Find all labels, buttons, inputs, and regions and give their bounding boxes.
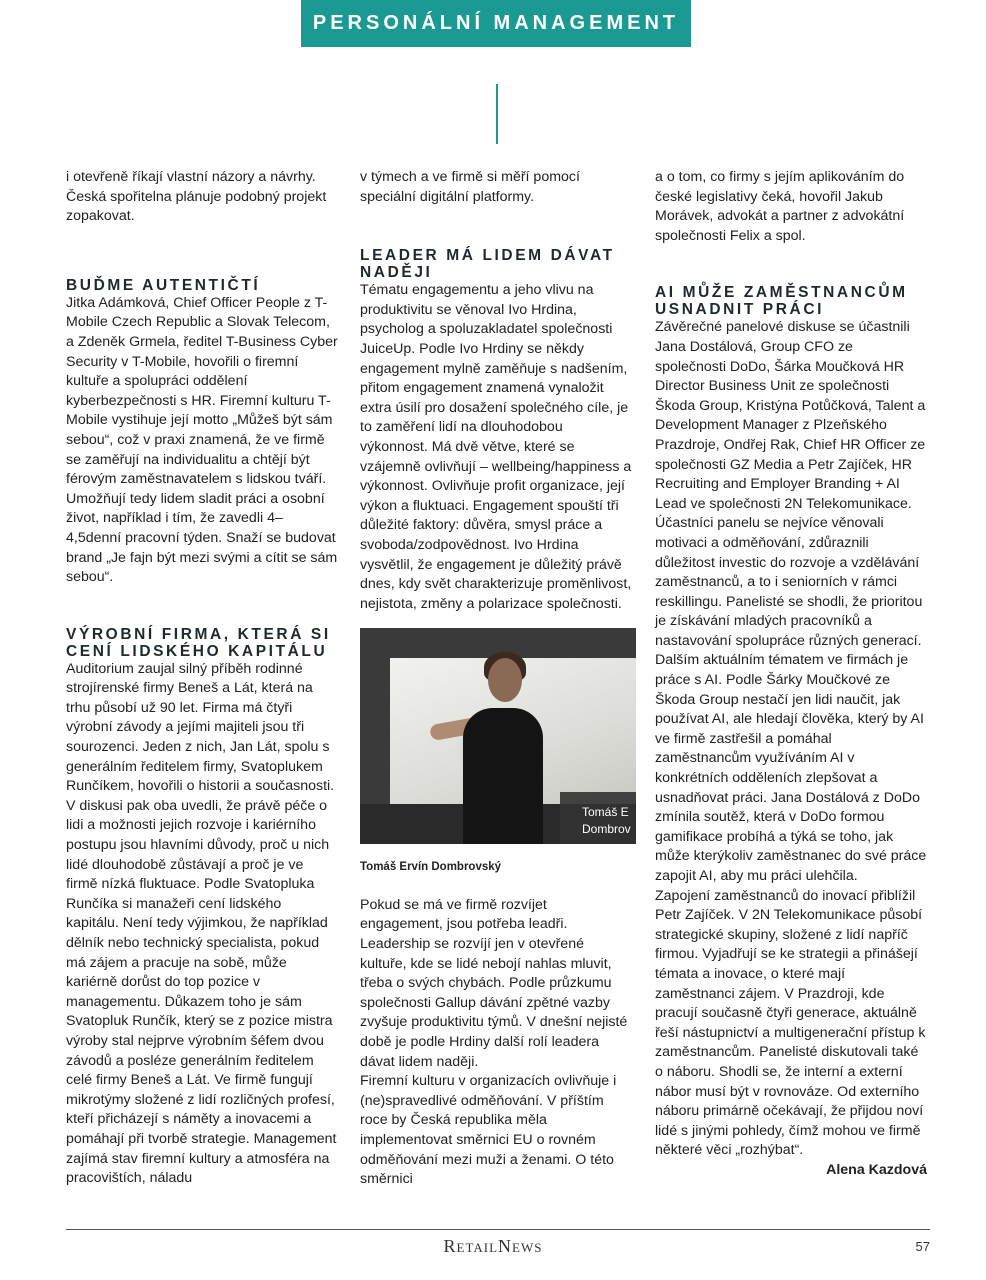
paragraph: a o tom, co firmy s jejím aplikováním do české legislativy čeká, hovořil Jakub Morávek, advokát a partner z advokátní společnosti Felix a spol. xyxy=(655,169,905,244)
section-header xyxy=(301,0,691,47)
paragraph: Zapojení zaměstnanců do inovací přiblížil Petr Zajíček. V 2N Telekomunikace působí strategické skupiny, složené z lidí napříč firmou. Vyjadřují se ke strategii a přinášejí témata a inovace, o které mají zaměstnanci zájem. V Prazdroji, kde pracují současně čtyři generace, aktuálně řeší nástupnictví a multigenerační přístup k zaměstnancům. Panelisté diskutovali také o náboru. Shodli se, že interní a externí nábor musí být v rovnováze. Od externího náboru primárně očekávají, že přijdou noví lidé s jinými pohledy, čímž mohou ve firmě některé věci „rozhýbat“. xyxy=(655,887,926,1159)
overlay-line: Dombrov xyxy=(582,822,631,837)
overlay-line: Tomáš E xyxy=(582,805,629,820)
photo-caption: Tomáš Ervín Dombrovský xyxy=(360,861,502,874)
speaker-body xyxy=(463,708,543,844)
paragraph: Pokud se má ve firmě rozvíjet engagement, jsou potřeba leadři. Leadership se rozvíjí jen v otevřené kultuře, kde se lidé nebojí nahlas mluvit, třeba o svých chybách. Podle průzkumu společnosti Gallup dávání zpětné vazby zvyšuje produktivitu týmů. V dnešní nejisté době je podle Hrdiny další rolí leadera dávat lidem naději. xyxy=(360,896,628,1070)
paragraph: Firemní kulturu v organizacích ovlivňuje i (ne)spravedlivé odměňování. V příštím roce by Česká republika měla implementovat směrnici EU o rovném odměňování mezi muži a ženami. O této směrnici xyxy=(360,1073,617,1188)
page-number: 57 xyxy=(915,1239,930,1254)
section-heading: BUĎME AUTENTIČTÍ xyxy=(66,276,261,294)
speaker-photo xyxy=(360,628,636,844)
column-left xyxy=(66,168,338,1189)
paragraph: i otevřeně říkají vlastní názory a návrhy. Česká spořitelna plánuje podobný projekt zopakovat. xyxy=(66,169,327,225)
speaker-head xyxy=(488,658,522,702)
section-heading: LEADER MÁ LIDEM DÁVAT NADĚJI xyxy=(360,247,615,282)
paragraph: Auditorium zaujal silný příběh rodinné strojírenské firmy Beneš a Lát, která na trhu působí už 90 let. Firma má čtyři výrobní závody a jejími majiteli jsou tři sourozenci. Jeden z nich, Jan Lát, spolu s generálním ředitelem firmy, Svatoplukem Runčíkem, hovořili o historii a současnosti. V diskusi pak oba uvedli, že právě péče o lidi a možnosti jejich rozvoje i kariérního postupu jsou hlavními důvody, proč u nich lidé dlouhodobě zůstávají a proč je ve firmě nízká fluktuace. Podle Svatopluka Runčíka si manažeři cení lidského kapitálu. Není tedy výjimkou, že například dělník nebo technický specialista, pokud má zájem a pracuje na sobě, může kariérně dorůst do top pozice v managementu. Důkazem toho je sám Svatopluk Runčík, který se z pozice mistra výroby stal nejprve výrobním šéfem dvou závodů a posléze generálním ředitelem celé firmy Beneš a Lát. Ve firmě fungují mikrotýmy složené z lidí rozličných profesí, kteří přicházejí s náměty a inovacemi a pomáhají při tvorbě strategie. Management zajímá stav firemní kultury a atmosféra na pracovištích, náladu xyxy=(66,660,337,1187)
column-middle xyxy=(360,168,632,1190)
vertical-divider xyxy=(496,84,498,144)
author-name: Alena Kazdová xyxy=(826,1161,927,1178)
photo-name-overlay xyxy=(560,792,636,844)
section-heading: VÝROBNÍ FIRMA, KTERÁ SI CENÍ LIDSKÉHO KAPITÁLU xyxy=(66,625,331,660)
paragraph: Jitka Adámková, Chief Officer People z T-Mobile Czech Republic a Slovak Telecom, a Zdeněk Grmela, ředitel T-Business Cyber Security v T-Mobile, hovořili o firemní kultuře a spolupráci oddělení kyberbezpečnosti s HR. Firemní kulturu T-Mobile vystihuje její motto „Můžeš být sám sebou“, což v praxi znamená, že ve firmě se zaměřují na individualitu a chtějí být férovým zaměstnavatelem s lidskou tváří. Umožňují tedy lidem sladit práci a osobní život, například i tím, že zavedli 4–4,5denní pracovní týden. Snaží se budovat brand „Je fajn být mezi svými a cítit se sám sebou“. xyxy=(66,294,338,586)
paragraph: Závěrečné panelové diskuse se účastnili Jana Dostálová, Group CFO ze společnosti DoDo, Šárka Moučková HR Director Business Unit ze společnosti Škoda Group, Kristýna Potůčková, Talent a Development Manager z Plzeňského Prazdroje, Ondřej Rak, Chief HR Officer ze společnosti GZ Media a Petr Zajíček, HR Recruiting and Employer Branding + AI Lead ve společnosti 2N Telekomunikace. Účastníci panelu se nejvíce věnovali motivaci a odměňování, zdůraznili důležitost investic do rozvoje a vzdělávání zaměstnanců, a to i seniorních v rámci reskillingu. Panelisté se shodli, že prioritou je získávání mladých pracovníků a nastavování spolupráce různých generací. Dalším aktuálním tématem ve firmách je práce s AI. Podle Šárky Moučkové ze Škoda Group nestačí jen lidi naučit, jak používat AI, ale hledají člověka, který by AI ve firmě zastřešil a pomáhal zaměstnancům využíváním AI v konkrétních odděleních zlepšovat a usnadňovat práci. Jana Dostálová z DoDo zmínila soutěž, která v DoDo formou gamifikace probíhá a týká se toho, jak může kterýkoliv zaměstnanec do své práce zapojit AI, aby mu práci ulehčila. xyxy=(655,319,927,884)
section-heading: AI MŮŽE ZAMĚSTNANCŮM USNADNIT PRÁCI xyxy=(655,284,908,319)
footer-rule xyxy=(66,1229,930,1230)
magazine-logo: RetailNews xyxy=(443,1236,543,1256)
paragraph: v týmech a ve firmě si měří pomocí speciální digitální platformy. xyxy=(360,169,580,205)
column-right xyxy=(655,168,927,1181)
section-title: PERSONÁLNÍ MANAGEMENT xyxy=(312,12,680,34)
paragraph: Tématu engagementu a jeho vlivu na produktivitu se věnoval Ivo Hrdina, psycholog a spoluzakladatel společnosti JuiceUp. Podle Ivo Hrdiny se někdy engagement mylně zaměňuje s nadšením, přitom engagement znamená vynaložit extra úsilí pro dosažení společného cíle, je to zaměření lidí na dlouhodobou výkonnost. Má dvě větve, které se vzájemně ovlivňují – wellbeing/happiness a výkonnost. Ovlivňuje profit organizace, její výkon a fluktuaci. Engagement spouští tři důležité faktory: důvěra, smysl práce a svoboda/zodpovědnost. Ivo Hrdina vysvětlil, že engagement je důležitý právě dnes, kdy svět charakterizuje proměnlivost, nejistota, změny a polarizace společnosti. xyxy=(360,282,632,612)
